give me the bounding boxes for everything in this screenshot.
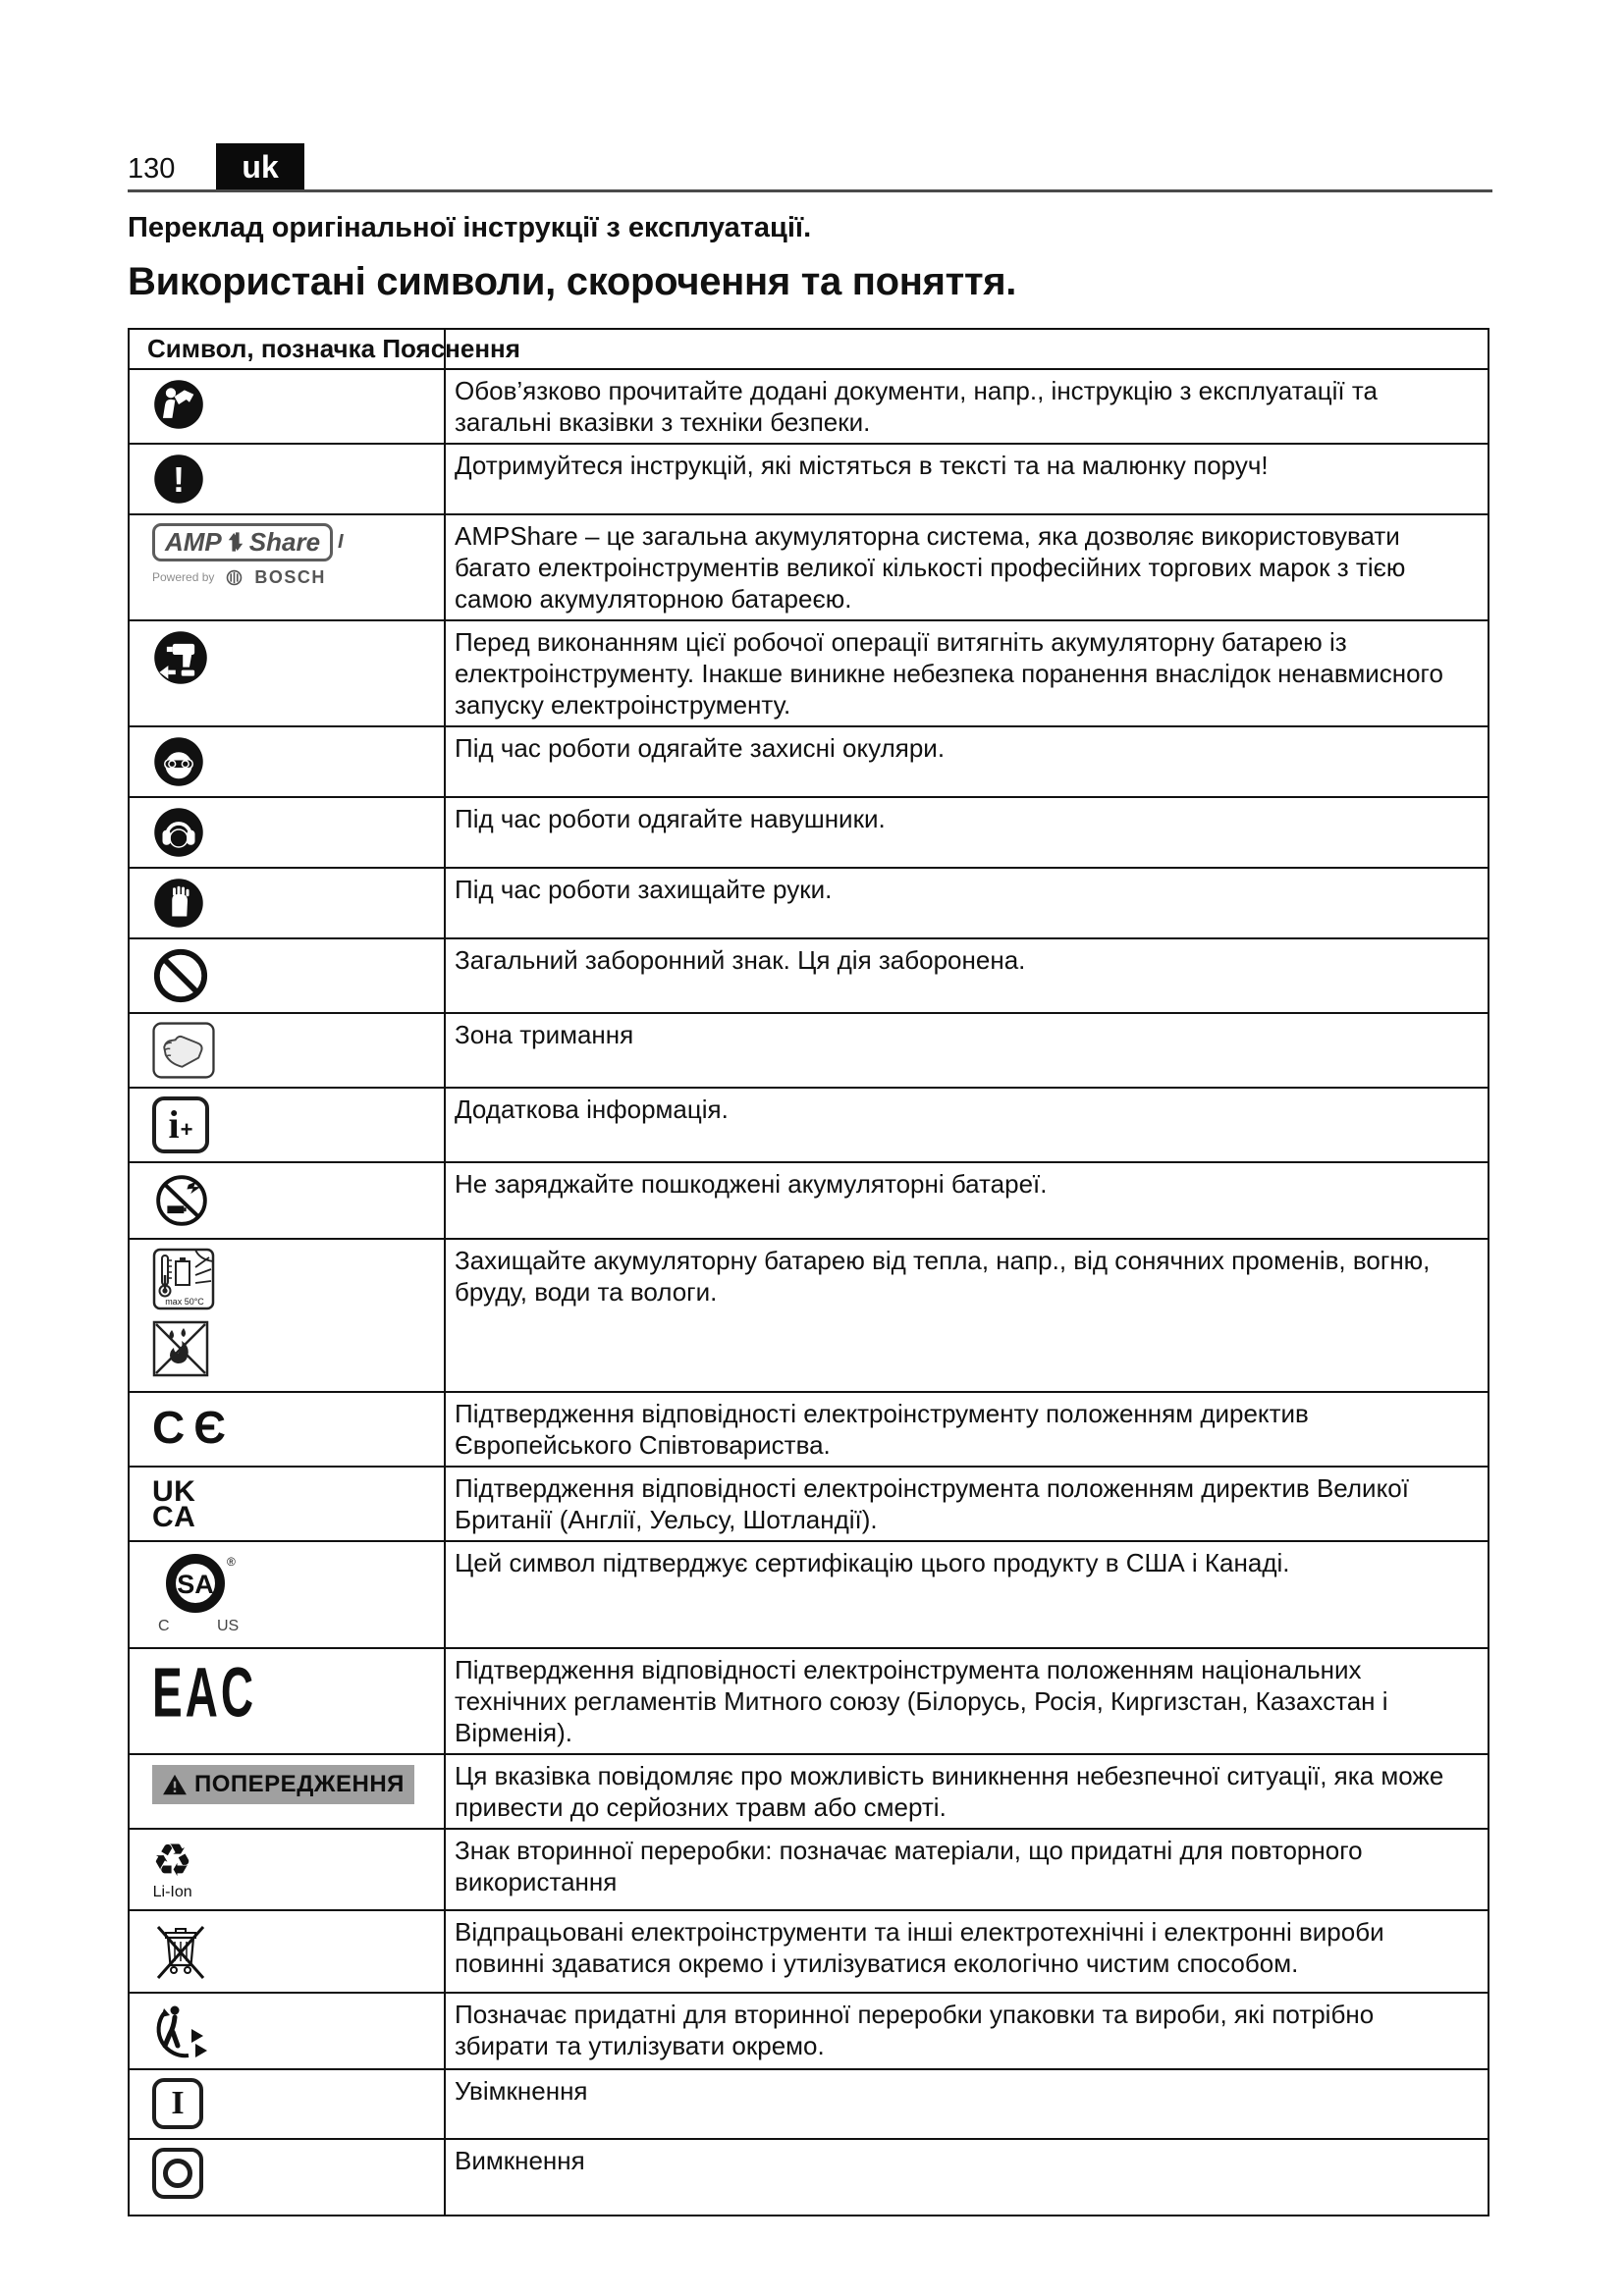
symbol-cell — [130, 2140, 446, 2215]
explanation-text: Обов’язково прочитайте додані документи, напр., інструкцію з експлуатації та загальні вказівки з техніки безпеки. — [455, 376, 1378, 437]
column-headers — [147, 334, 520, 364]
info-plus-icon — [152, 1096, 209, 1153]
table-row — [130, 619, 1488, 725]
svg-text:max 50°C: max 50°C — [165, 1297, 204, 1307]
warning-text: ПОПЕРЕДЖЕННЯ — [194, 1771, 405, 1797]
explanation-cell — [446, 1755, 1488, 1828]
table-row — [130, 1647, 1488, 1753]
explanation-cell — [446, 2070, 1488, 2138]
table-row — [130, 867, 1488, 937]
symbol-cell — [130, 1163, 446, 1238]
triman-recycle-icon — [152, 2002, 213, 2060]
power-off-icon — [152, 2148, 203, 2199]
table-row — [130, 1391, 1488, 1466]
explanation-text: Ця вказівка повідомляє про можливість виникнення небезпечної ситуації, яка може привести до серйозних травм або смерті. — [455, 1761, 1444, 1822]
li-ion-text: Li-Ion — [152, 1884, 192, 1900]
symbol-cell — [130, 869, 446, 937]
symbol-cell — [130, 727, 446, 796]
weee-bin-icon — [152, 1919, 209, 1984]
explanation-text: Під час роботи одягайте захисні окуляри. — [455, 733, 946, 763]
bosch-armature-icon — [226, 569, 243, 586]
explanation-text: Додаткова інформація. — [455, 1095, 729, 1124]
symbol-cell — [130, 1830, 446, 1909]
table-row — [130, 1012, 1488, 1087]
symbol-cell — [130, 798, 446, 867]
symbol-cell — [130, 1468, 446, 1540]
off-glyph — [163, 2159, 192, 2188]
header-symbol-cell — [130, 330, 520, 368]
explanation-text: Зона тримання — [455, 1020, 634, 1049]
read-manual-icon — [152, 378, 205, 431]
explanation-cell — [446, 1014, 1488, 1087]
eac-mark-icon — [152, 1652, 257, 1732]
explanation-cell — [446, 1240, 1488, 1391]
page-title: Використані символи, скорочення та поняття. — [128, 260, 1017, 303]
explanation-cell — [446, 798, 1488, 867]
li-ion-recycle-icon — [152, 1834, 193, 1901]
warning-label — [152, 1765, 414, 1804]
explanation-text: Підтвердження відповідності електроінструменту положенням директив Європейського Співтовариства. — [455, 1399, 1309, 1460]
table-row — [130, 937, 1488, 1012]
explanation-cell — [446, 939, 1488, 1012]
explanation-text: Дотримуйтеся інструкцій, які містяться в тексті та на малюнку поруч! — [455, 451, 1269, 480]
symbol-cell — [130, 621, 446, 725]
explanation-cell — [446, 2140, 1488, 2215]
battery-heat-icon — [152, 1248, 215, 1310]
explanation-text: Загальний заборонний знак. Ця дія заборонена. — [455, 945, 1026, 975]
explanation-cell — [446, 621, 1488, 725]
svg-text:C: C — [158, 1618, 170, 1634]
table-row — [130, 513, 1488, 619]
info-plus-glyph: + — [180, 1117, 193, 1142]
share-text: Share — [248, 527, 321, 557]
table-row — [130, 1753, 1488, 1828]
amp-text: AMP — [165, 527, 222, 557]
explanation-cell — [446, 1089, 1488, 1161]
explanation-cell — [446, 869, 1488, 937]
table-row — [130, 1540, 1488, 1647]
explanation-cell — [446, 1542, 1488, 1647]
ear-protection-icon — [152, 806, 205, 859]
explanation-text: Підтвердження відповідності електроінструмента положенням національних технічних регламентів Митного союзу (Білорусь, Росія, Киргизстан, Казахстан і Вірменія). — [455, 1655, 1388, 1747]
eac-text: EAC — [152, 1652, 257, 1732]
grip-zone-icon — [152, 1022, 215, 1079]
ukca-mark-icon — [152, 1475, 196, 1534]
info-i-glyph: i — [168, 1102, 180, 1147]
header-explanation-cell — [446, 330, 1488, 368]
symbol-cell — [130, 1014, 446, 1087]
symbol-cell — [130, 1240, 446, 1391]
symbol-cell — [130, 1089, 446, 1161]
explanation-cell — [446, 515, 1488, 619]
symbol-cell — [130, 1994, 446, 2068]
symbol-cell — [130, 515, 446, 619]
explanation-text: AMPShare – це загальна акумуляторна система, яка дозволяє використовувати багато електроінструментів великої кількості професійних торгових марок з тією самою акумуляторною батареєю. — [455, 521, 1406, 614]
warning-triangle-icon — [162, 1774, 188, 1796]
symbol-cell — [130, 445, 446, 513]
explanation-text: Під час роботи захищайте руки. — [455, 875, 833, 904]
explanation-cell — [446, 1830, 1488, 1909]
bosch-text: BOSCH — [254, 566, 326, 587]
explanation-text: Захищайте акумуляторну батарею від тепла, напр., від сонячних променів, вогню, бруду, води та вологи. — [455, 1246, 1431, 1307]
table-row — [130, 2068, 1488, 2138]
explanation-text: Підтвердження відповідності електроінструмента положенням директив Великої Британії (Англії, Уельсу, Шотландії). — [455, 1473, 1409, 1534]
svg-text:US: US — [217, 1618, 240, 1634]
explanation-cell — [446, 1994, 1488, 2068]
symbols-table — [128, 328, 1489, 2216]
table-row — [130, 1161, 1488, 1238]
ampshare-mark: I — [338, 530, 344, 553]
explanation-text: Знак вторинної переробки: позначає матеріали, що придатні для повторного використання — [455, 1836, 1363, 1896]
no-water-fire-icon — [152, 1320, 209, 1377]
table-row — [130, 2138, 1488, 2215]
ampshare-arrows-icon — [227, 529, 244, 555]
symbol-cell — [130, 1393, 446, 1466]
table-header-row — [130, 330, 1488, 368]
power-on-icon — [152, 2078, 203, 2129]
explanation-cell — [446, 1468, 1488, 1540]
exclamation-icon — [152, 453, 205, 506]
prohibition-icon — [152, 947, 209, 1004]
explanation-text: Увімкнення — [455, 2076, 588, 2106]
ukca-uk-text: UK — [152, 1475, 196, 1508]
explanation-cell — [446, 445, 1488, 513]
explanation-text: Цей символ підтверджує сертифікацію цього продукту в США і Канаді. — [455, 1548, 1290, 1577]
explanation-cell — [446, 727, 1488, 796]
symbol-cell — [130, 939, 446, 1012]
explanation-cell — [446, 370, 1488, 443]
table-row — [130, 1238, 1488, 1391]
table-row — [130, 796, 1488, 867]
no-charging-icon — [152, 1171, 211, 1230]
explanation-cell — [446, 1911, 1488, 1992]
explanation-cell — [446, 1163, 1488, 1238]
table-row — [130, 1992, 1488, 2068]
powered-by-text: Powered by — [152, 570, 215, 585]
ukca-ca-text: CA — [152, 1501, 196, 1534]
explanation-text: Позначає придатні для вторинної переробки упаковки та вироби, які потрібно збирати та утилізувати окремо. — [455, 2000, 1375, 2060]
page-number: 130 — [128, 153, 176, 185]
page-header — [128, 0, 1492, 192]
ampshare-logo — [152, 523, 344, 588]
explanation-text: Вимкнення — [455, 2146, 585, 2175]
explanation-column-header: Пояснення — [382, 334, 520, 363]
protect-hands-icon — [152, 877, 205, 930]
svg-text:!: ! — [173, 458, 185, 500]
table-row — [130, 443, 1488, 513]
symbol-cell — [130, 1542, 446, 1647]
explanation-cell — [446, 1393, 1488, 1466]
symbol-cell — [130, 1649, 446, 1753]
symbol-cell — [130, 1911, 446, 1992]
ce-mark-icon: CЄ — [152, 1402, 235, 1453]
table-row — [130, 1466, 1488, 1540]
symbol-cell — [130, 1755, 446, 1828]
explanation-text: Не заряджайте пошкоджені акумуляторні батареї. — [455, 1169, 1048, 1199]
table-row — [130, 1828, 1488, 1909]
on-glyph: I — [171, 2085, 185, 2121]
safety-glasses-icon — [152, 735, 205, 788]
explanation-cell — [446, 1649, 1488, 1753]
svg-text:SA: SA — [177, 1570, 214, 1599]
symbol-column-header: Символ, позначка — [147, 334, 376, 363]
explanation-text: Відпрацьовані електроінструменти та інші електротехнічні і електронні вироби повинні здаватися окремо і утилізуватися екологічно чистим способом. — [455, 1917, 1384, 1978]
symbol-cell — [130, 370, 446, 443]
svg-text:®: ® — [227, 1555, 236, 1569]
explanation-text: Перед виконанням цієї робочої операції витягніть акумуляторну батарею із електроінструменту. Інакше виникне небезпека поранення внаслідок ненавмисного запуску електроінструменту. — [455, 627, 1443, 720]
explanation-text: Під час роботи одягайте навушники. — [455, 804, 886, 833]
table-row — [130, 725, 1488, 796]
symbol-cell — [130, 2070, 446, 2138]
table-row — [130, 368, 1488, 443]
language-badge: uk — [216, 143, 303, 189]
table-row — [130, 1909, 1488, 1992]
translation-note: Переклад оригінальної інструкції з експлуатації. — [128, 212, 812, 243]
remove-battery-icon — [152, 629, 209, 686]
recycling-symbol: ♻ — [152, 1834, 193, 1887]
table-row — [130, 1087, 1488, 1161]
csa-mark-icon — [152, 1550, 243, 1636]
